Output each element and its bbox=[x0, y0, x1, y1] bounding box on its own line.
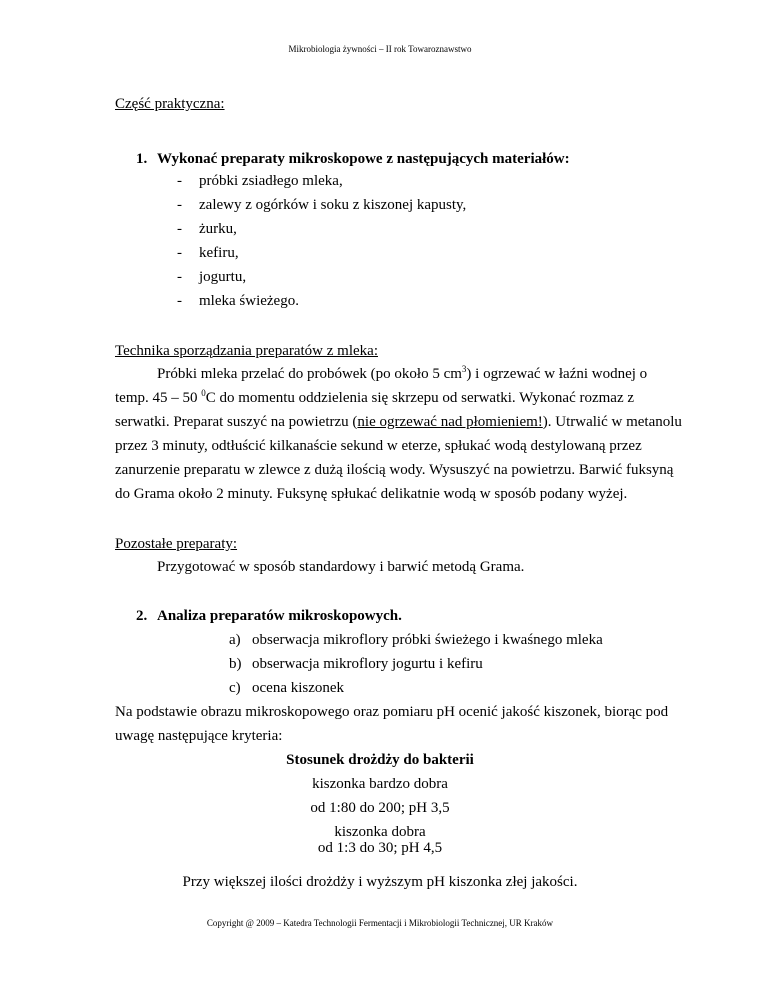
list-item: mleka świeżego. bbox=[199, 293, 299, 309]
criteria-item: od 1:3 do 30; pH 4,5 bbox=[317, 840, 443, 856]
list-item: żurku, bbox=[199, 221, 237, 237]
criteria-intro: Na podstawie obrazu mikroskopowego oraz pomiaru pH ocenić jakość kiszonek, biorąc pod bbox=[115, 704, 669, 720]
task2-number: 2. bbox=[136, 608, 148, 624]
criteria-intro: uwagę następujące kryteria: bbox=[115, 728, 283, 744]
list-item: obserwacja mikroflory próbki świeżego i kwaśnego mleka bbox=[252, 632, 603, 648]
technique-line: przez 3 minuty, odtłuścić kilkanaście sekund w eterze, spłukać wodą destylowaną przez bbox=[115, 438, 642, 454]
other-heading: Pozostałe preparaty: bbox=[115, 536, 238, 552]
technique-line: temp. 45 – 50 $^0$C do momentu oddzielenia się skrzepu od serwatki. Wykonać rozmaz z bbox=[115, 388, 635, 406]
technique-line: Próbki mleka przelać do probówek (po około 5 $cm^3$) i ogrzewać w łaźni wodnej o bbox=[157, 364, 648, 382]
list-item: obserwacja mikroflory jogurtu i kefiru bbox=[252, 656, 483, 672]
list-dash: - bbox=[177, 221, 182, 237]
criteria-item: kiszonka dobra bbox=[334, 824, 426, 840]
task2-title: Analiza preparatów mikroskopowych. bbox=[157, 608, 402, 624]
criteria-item: kiszonka bardzo dobra bbox=[312, 776, 448, 792]
list-item: jogurtu, bbox=[199, 269, 247, 285]
page-header: Mikrobiologia żywności – II rok Towaroznawstwo bbox=[288, 44, 472, 54]
list-marker: a) bbox=[229, 632, 241, 648]
technique-heading: Technika sporządzania preparatów z mleka: bbox=[115, 343, 378, 359]
list-dash: - bbox=[177, 245, 182, 261]
list-dash: - bbox=[177, 269, 182, 285]
technique-line: serwatki. Preparat suszyć na powietrzu (nie ogrzewać nad płomieniem!). Utrwalić w metanolu bbox=[115, 414, 682, 430]
list-dash: - bbox=[177, 293, 182, 309]
page-footer: Copyright @ 2009 – Katedra Technologii Fermentacji i Mikrobiologii Technicznej, UR Kraków bbox=[206, 918, 554, 928]
task1-title: Wykonać preparaty mikroskopowe z następujących materiałów: bbox=[157, 151, 570, 167]
list-marker: c) bbox=[229, 680, 241, 696]
list-dash: - bbox=[177, 173, 182, 189]
technique-line: do Grama około 2 minuty. Fuksynę spłukać delikatnie wodą w sposób podany wyżej. bbox=[115, 486, 628, 502]
list-item: zalewy z ogórków i soku z kiszonej kapusty, bbox=[199, 197, 467, 213]
section-title: Część praktyczna: bbox=[115, 96, 225, 112]
criteria-final: Przy większej ilości drożdży i wyższym pH kiszonka złej jakości. bbox=[182, 874, 578, 890]
list-marker: b) bbox=[229, 656, 242, 672]
warning-text: nie ogrzewać nad płomieniem! bbox=[357, 414, 543, 430]
technique-line: zanurzenie preparatu w zlewce z dużą ilością wody. Wysuszyć na powietrzu. Barwić fuksyną bbox=[115, 462, 674, 478]
list-item: kefiru, bbox=[199, 245, 239, 261]
criteria-item: od 1:80 do 200; pH 3,5 bbox=[310, 800, 450, 816]
list-item: próbki zsiadłego mleka, bbox=[199, 173, 343, 189]
criteria-title: Stosunek drożdży do bakterii bbox=[286, 752, 474, 768]
task1-number: 1. bbox=[136, 151, 148, 167]
list-dash: - bbox=[177, 197, 182, 213]
list-item: ocena kiszonek bbox=[252, 680, 345, 696]
other-text: Przygotować w sposób standardowy i barwić metodą Grama. bbox=[157, 559, 525, 575]
